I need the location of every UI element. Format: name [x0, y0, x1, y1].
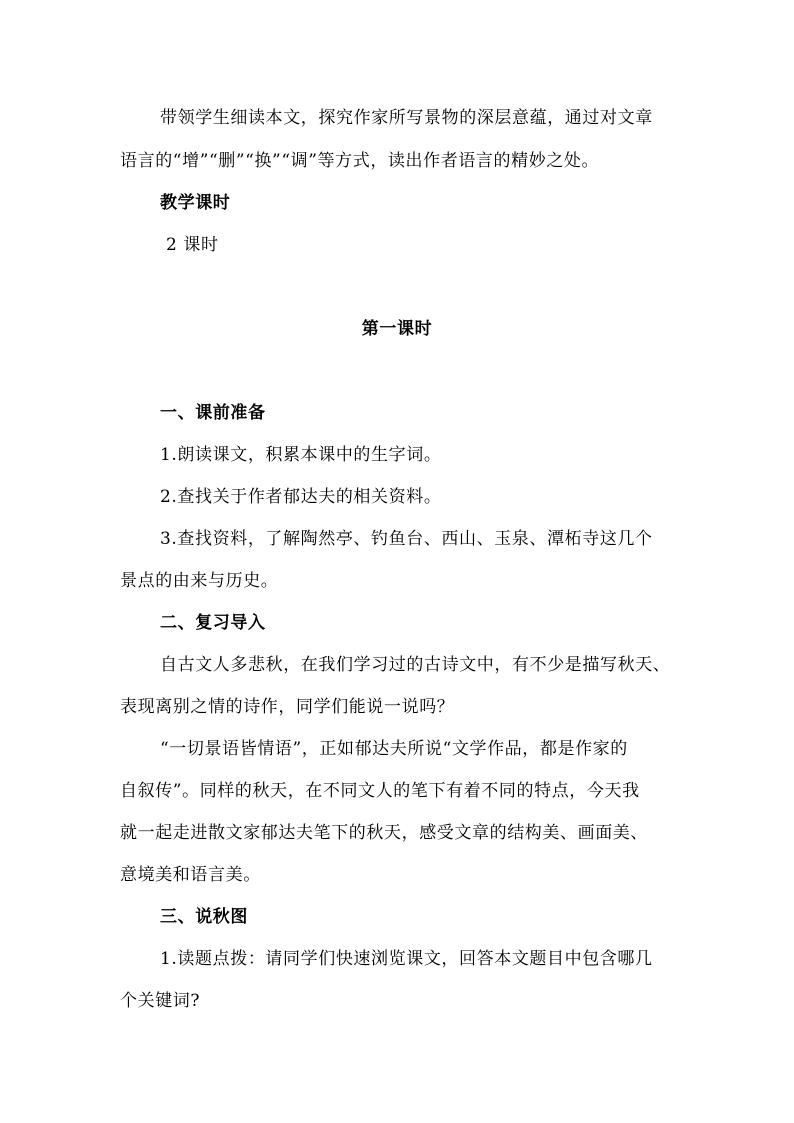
paragraph-line: 自叙传”。同样的秋天，在不同文人的笔下有着不同的特点，今天我 [120, 781, 640, 801]
paragraph-line: 带领学生细读本文，探究作家所写景物的深层意蕴，通过对文章 [160, 108, 653, 128]
section-heading: 一、课前准备 [160, 403, 266, 423]
paragraph-line: 意境美和语言美。 [120, 865, 261, 885]
lesson-title: 第一课时 [361, 319, 433, 339]
section-heading: 教学课时 [160, 193, 231, 213]
paragraph-line: 表现离别之情的诗作，同学们能说一说吗？ [120, 697, 455, 717]
list-item: 1.读题点拨：请同学们快速浏览课文，回答本文题目中包含哪几 [160, 949, 653, 969]
list-item: 2.查找关于作者郁达夫的相关资料。 [160, 487, 442, 507]
section-heading: 二、复习导入 [160, 613, 266, 633]
paragraph-line: 自古文人多悲秋，在我们学习过的古诗文中，有不少是描写秋天、 [160, 655, 671, 675]
paragraph-line: 2 课时 [166, 235, 219, 255]
paragraph-line: 语言的“增”“删”“换”“调”等方式，读出作者语言的精妙之处。 [120, 151, 600, 171]
list-item-continuation: 景点的由来与历史。 [120, 571, 279, 591]
paragraph-line: “一切景语皆情语”，正如郁达夫所说“文学作品，都是作家的 [160, 739, 628, 759]
list-item: 3.查找资料，了解陶然亭、钓鱼台、西山、玉泉、潭柘寺这几个 [160, 529, 653, 549]
list-item-continuation: 个关键词? [120, 991, 201, 1011]
section-heading: 三、说秋图 [160, 907, 248, 927]
paragraph-line: 就一起走进散文家郁达夫笔下的秋天，感受文章的结构美、画面美、 [120, 823, 648, 843]
list-item: 1.朗读课文，积累本课中的生字词。 [160, 445, 442, 465]
